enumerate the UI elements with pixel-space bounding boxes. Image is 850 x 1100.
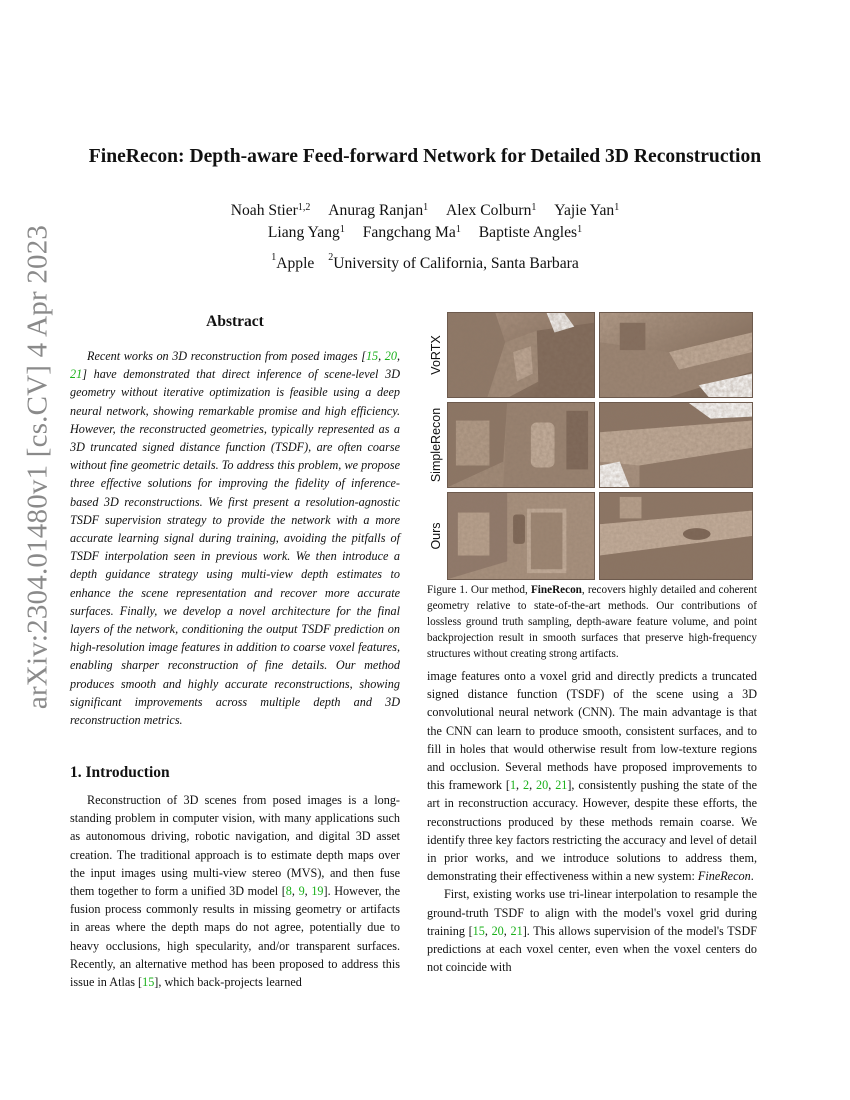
citation-link[interactable]: 1 [509, 778, 517, 793]
figure-1 [427, 312, 755, 580]
author: Liang Yang$^1$ [267, 224, 345, 241]
citation-link[interactable]: 21 [510, 923, 523, 938]
reconstruction-image [447, 402, 595, 488]
intro-body: Reconstruction of 3D scenes from posed images is a long-standing problem in computer vision, with many applications such as autonomous driving, robotic navigation, and digital 3D asset creation. The traditional approach is to estimate depth maps over the input images using multi-view stereo (MVS), and then fuse them together to form a unified 3D model [8, 9, 19]. However, the fusion process commonly results in missing geometry or artifacts in areas where the depth maps do not agree, potentially due to heavy occlusions, high specularity, and/or transparent surfaces. Recently, an alternative method has been proposed to address this issue in Atlas [15], which back-projects learned [70, 793, 400, 990]
citation-link[interactable]: 2 [523, 778, 530, 793]
row-label-vortx: VoRTX [429, 335, 443, 375]
reconstruction-image [447, 312, 595, 398]
author: Anurag Ranjan$^1$ [328, 202, 429, 219]
citation-link[interactable]: 15 [472, 923, 485, 938]
arxiv-sidebar [8, 224, 68, 710]
citation-link[interactable]: 15 [142, 975, 155, 990]
affiliation: $^2$University of California, Santa Barbara [328, 252, 579, 272]
author-line-2 [0, 222, 850, 244]
reconstruction-image [447, 492, 595, 580]
citation-link[interactable]: 15 [365, 349, 379, 363]
arxiv-id: arXiv:2304.01480v1 [cs.CV] 4 Apr 2023 [21, 224, 54, 710]
citation-link[interactable]: 20 [536, 778, 549, 793]
abstract-heading: Abstract [206, 313, 264, 330]
row-label-ours: Ours [429, 522, 443, 550]
figure-caption: Figure 1. Our method, FineRecon, recovers highly detailed and coherent geometry relative to state-of-the-art methods. Our contributions of lossless ground truth sampling, depth-aware feature volume, and point backprojection result in smooth surfaces that preserve high-frequency structures without creating strong artifacts. [427, 584, 757, 660]
citation-link[interactable]: 19 [311, 884, 324, 899]
paper-title: FineRecon: Depth-aware Feed-forward Network for Detailed 3D Reconstruction [88, 146, 762, 167]
author-line-1 [0, 200, 850, 222]
right-column-body [427, 667, 757, 976]
paragraph: image features onto a voxel grid and directly predicts a truncated signed distance function (TSDF) of the scene using a 3D convolutional neural network (CNN). The main advantage is that the CNN can learn to produce smooth, consistent surfaces, and to fill in holes that would otherwise result from low-texture regions and occlusion. Several methods have proposed improvements to this framework [1, 2, 20, 21], consistently pushing the state of the art in reconstruction accuracy. However, despite these efforts, the reconstructions produced by these methods remain coarse. We identify three key factors restricting the accuracy and level of detail in prior works, and we introduce solutions to address them, demonstrating their effectiveness within a new system: FineRecon. [427, 669, 757, 884]
citation-link[interactable]: 21 [70, 367, 83, 382]
author: Baptiste Angles$^1$ [478, 224, 583, 241]
author: Alex Colburn$^1$ [446, 202, 537, 219]
citation-link[interactable]: 8 [285, 884, 292, 899]
author: Fangchang Ma$^1$ [362, 224, 461, 241]
affiliations [0, 252, 850, 273]
reconstruction-image [599, 402, 753, 488]
abstract-body: Recent works on 3D reconstruction from posed images [15, 20, 21] have demonstrated that direct inference of scene-level 3D geometry without iterative optimization is feasible using a deep neural network, showing remarkable promise and high efficiency. However, the reconstructed geometries, typically represented as a 3D truncated signed distance function (TSDF), are often coarse without fine geometric details. To address this problem, we propose three effective solutions for improving the fidelity of inference-based 3D reconstructions. We first present a resolution-agnostic TSDF supervision strategy to provide the network with a more accurate learning signal during training, avoiding the pitfalls of TSDF interpolation seen in previous work. We then introduce a depth guidance strategy using multi-view depth estimates to enhance the scene representation and recover more accurate surfaces. Finally, we develop a novel architecture for the final layers of the network, conditioning the output TSDF prediction on high-resolution image features in addition to coarse voxel features, enabling sharper reconstruction of fine details. Our method produces smooth and highly accurate reconstructions, showing significant improvements across multiple depth and 3D reconstruction metrics. [70, 349, 401, 728]
reconstruction-image [599, 312, 753, 398]
citation-link[interactable]: 20 [491, 923, 504, 938]
citation-link[interactable]: 21 [555, 778, 568, 793]
author: Noah Stier$^{1,2}$ [230, 202, 311, 219]
paragraph: First, existing works use tri-linear interpolation to resample the ground-truth TSDF to align with the model's voxel grid during training [15, 20, 21]. This allows supervision of the model's TSDF predictions at each voxel center, even when the voxel centers do not coincide with [427, 887, 758, 975]
affiliation: $^1$Apple [271, 252, 315, 272]
author-list [0, 200, 850, 244]
citation-link[interactable]: 9 [298, 884, 305, 899]
row-label-simplerecon: SimpleRecon [429, 407, 443, 483]
reconstruction-image [599, 492, 753, 580]
author: Yajie Yan$^1$ [554, 202, 620, 219]
section-heading: 1. Introduction [70, 764, 170, 781]
citation-link[interactable]: 20 [384, 349, 397, 363]
